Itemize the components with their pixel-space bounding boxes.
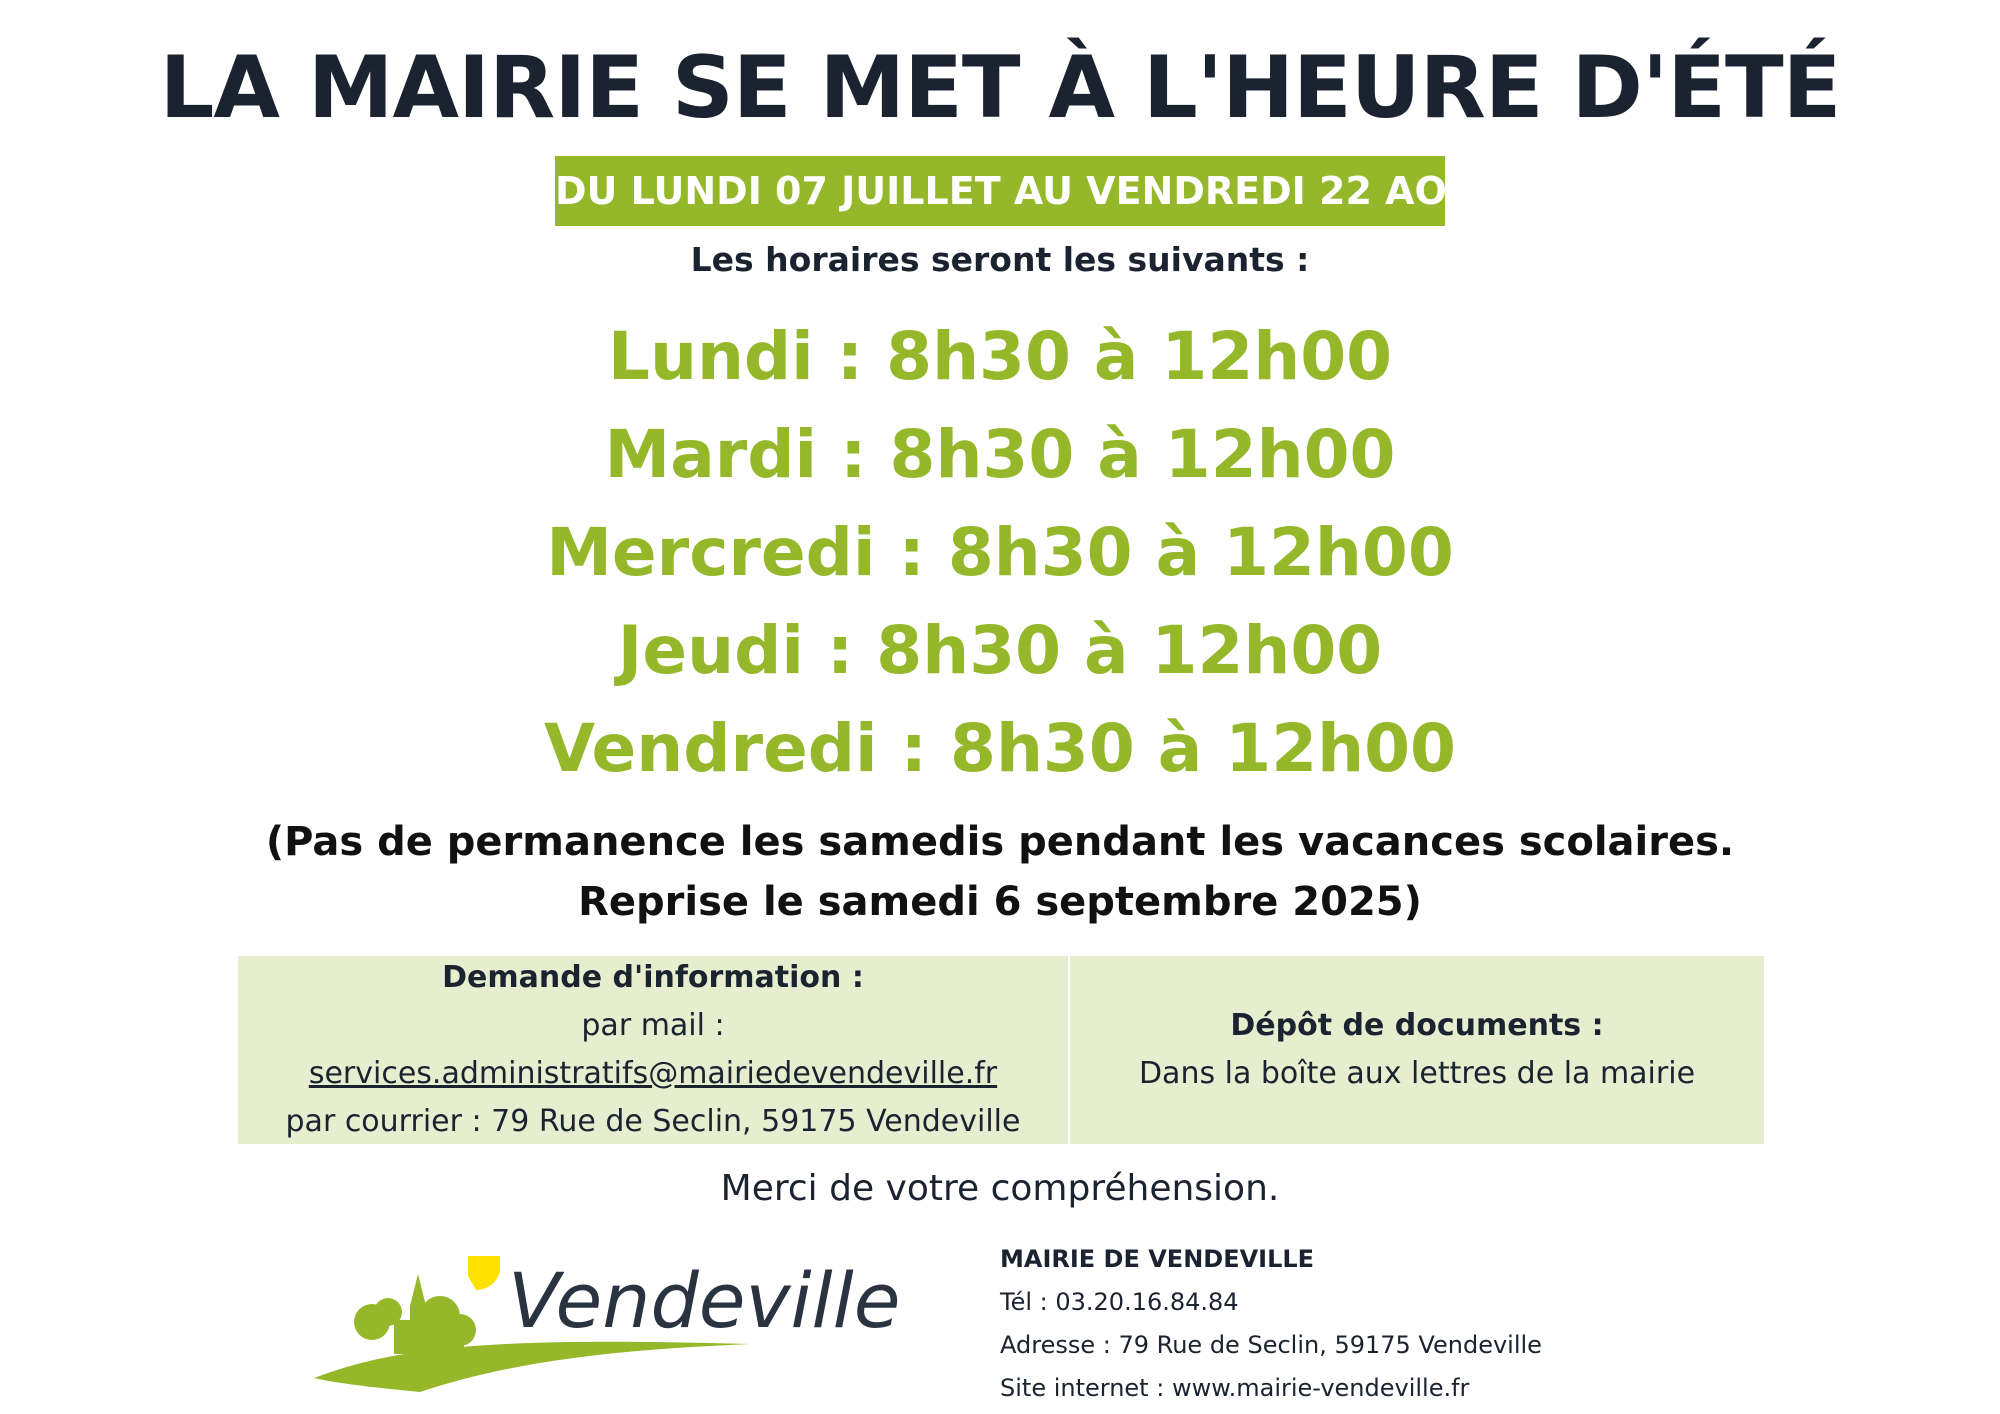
schedule-intro: Les horaires seront les suivants : (690, 240, 1310, 279)
saturday-note (0, 812, 2000, 932)
schedule-list (0, 308, 2000, 798)
mail-line (238, 1002, 1068, 1098)
schedule-thursday: Jeudi : 8h30 à 12h00 (617, 612, 1383, 689)
logo-sun (468, 1256, 500, 1290)
thanks-message: Merci de votre compréhension. (720, 1168, 1280, 1209)
schedule-friday: Vendredi : 8h30 à 12h00 (544, 710, 1456, 787)
contact-heading: MAIRIE DE VENDEVILLE (1000, 1245, 1315, 1273)
mail-prefix: par mail : (581, 1008, 725, 1043)
page-title: LA MAIRIE SE MET À L'HEURE D'ÉTÉ (159, 38, 1841, 138)
contact-phone: Tél : 03.20.16.84.84 (1000, 1288, 1239, 1316)
saturday-note-line2: Reprise le samedi 6 septembre 2025) (578, 879, 1422, 925)
document-drop-text: Dans la boîte aux lettres de la mairie (1138, 1056, 1696, 1091)
contact-website: Site internet : www.mairie-vendeville.fr (1000, 1374, 1470, 1402)
contact-address: Adresse : 79 Rue de Seclin, 59175 Vendeville (1000, 1331, 1542, 1359)
schedule-tuesday: Mardi : 8h30 à 12h00 (604, 416, 1396, 493)
period-badge: DU LUNDI 07 JUILLET AU VENDREDI 22 AOÛT (555, 156, 1445, 226)
information-request-heading: Demande d'information : (442, 960, 864, 995)
logo-swoosh (314, 1342, 750, 1392)
information-request-panel (238, 956, 1070, 1144)
schedule-wednesday: Mercredi : 8h30 à 12h00 (546, 514, 1454, 591)
contact-block (1000, 1238, 1600, 1410)
saturday-note-line1: (Pas de permanence les samedis pendant les vacances scolaires. (265, 819, 1735, 865)
info-box (238, 956, 1764, 1144)
schedule-monday: Lundi : 8h30 à 12h00 (607, 318, 1393, 395)
document-drop-panel (1070, 956, 1764, 1144)
logo-wordmark: Vendeville (508, 1256, 901, 1345)
vendeville-logo (310, 1250, 910, 1400)
postal-line: par courrier : 79 Rue de Seclin, 59175 Vendeville (285, 1104, 1021, 1139)
mail-link[interactable]: services.administratifs@mairiedevendeville.fr (308, 1056, 998, 1091)
document-drop-heading: Dépôt de documents : (1230, 1008, 1604, 1043)
